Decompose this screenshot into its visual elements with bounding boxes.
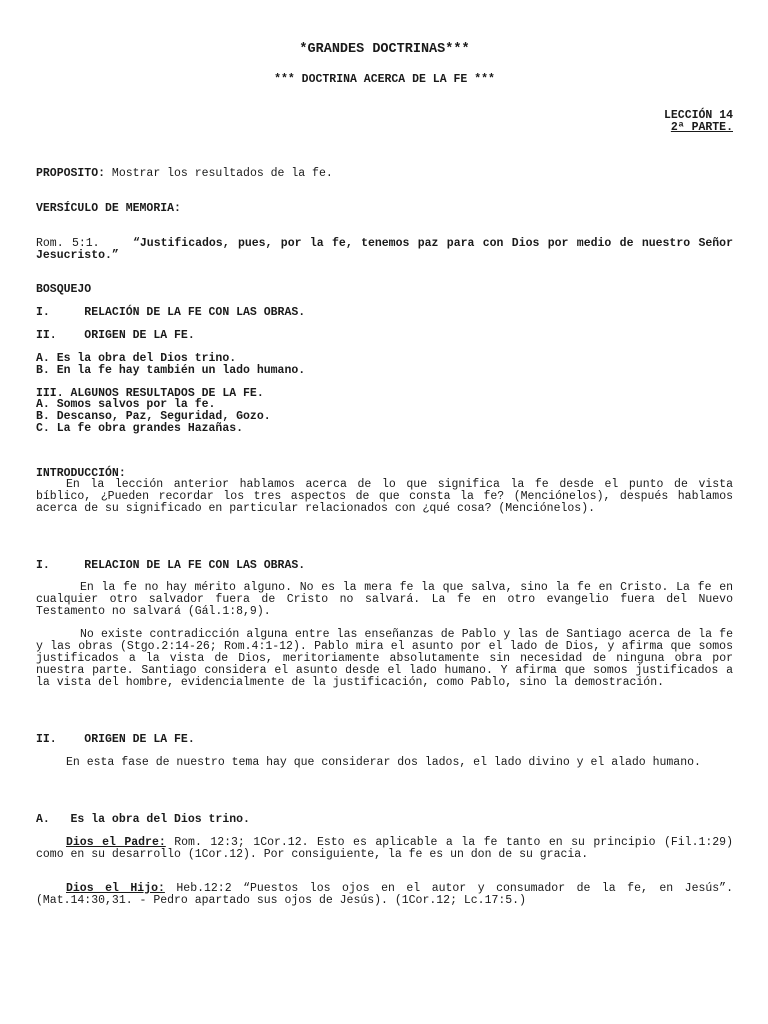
dios-padre-label: Dios el Padre: — [66, 836, 166, 849]
dios-padre-text: Rom. 12:3; 1Cor.12. Esto es aplicable a la fe tanto en su principio (Fil.1:29) como en su desarrollo (1Cor.12). Por consiguiente, la fe es un don de su gracia. — [36, 836, 733, 861]
versiculo-text: “Justificados, pues, por la fe, tenemos paz para con Dios por medio de nuestro Señor Jesucristo.” — [36, 237, 733, 262]
proposito — [36, 168, 733, 180]
bosquejo-item-2a: A. Es la obra del Dios trino. — [36, 352, 237, 365]
section-2-paragraph-1: En esta fase de nuestro tema hay que considerar dos lados, el lado divino y el alado humano. — [66, 756, 701, 769]
bosquejo-item-2b: B. En la fe hay también un lado humano. — [36, 364, 306, 377]
lesson-number: LECCIÓN 14 — [663, 109, 733, 122]
section-1-paragraph-2: No existe contradicción alguna entre las enseñanzas de Pablo y las de Santiago acerca de la fe y las obras (Stgo.2:14-26; Rom.4:1-12). Pablo mira el asunto por el lado de Dios, y afirma que somos justificados a la vista de Dios, meritoriamente absolutamente sin necesidad de ninguna obra por nuestra parte. Santiago considera el asunto desde el lado humano. Y afirma que somos justificados a la vista del hombre, evidencialmente de la justificación, como Pablo, sino la demostración. — [36, 628, 733, 689]
dios-padre-paragraph — [36, 837, 733, 861]
dios-hijo-text: Heb.12:2 “Puestos los ojos en el autor y consumador de la fe, en Jesús”. (Mat.14:30,31. - Pedro apartado sus ojos de Jesús). (1Cor.12; Lc.17:5.) — [36, 882, 733, 907]
dios-hijo-label: Dios el Hijo: — [66, 882, 165, 895]
document-subtitle: *** DOCTRINA ACERCA DE LA FE *** — [274, 73, 495, 86]
section-2-heading: II. ORIGEN DE LA FE. — [36, 733, 195, 746]
section-1-heading: I. RELACION DE LA FE CON LAS OBRAS. — [36, 559, 306, 572]
versiculo-label: VERSÍCULO DE MEMORIA: — [36, 202, 181, 215]
bosquejo-item-2: II. ORIGEN DE LA FE. — [36, 329, 195, 342]
proposito-text: Mostrar los resultados de la fe. — [105, 167, 333, 180]
bosquejo-item-3a: A. Somos salvos por la fe. — [36, 398, 216, 411]
bosquejo-label: BOSQUEJO — [36, 283, 92, 296]
introduccion-label: INTRODUCCIÓN: — [36, 467, 126, 480]
lesson-part: 2ª PARTE. — [670, 121, 733, 134]
section-1-paragraph-1: En la fe no hay mérito alguno. No es la mera fe la que salva, sino la fe en Cristo. La fe en cualquier otro salvador fuera de Cristo no salvará. La fe en otro evangelio fuera del Nuevo Testamento no salvará (Gál.1:8,9). — [36, 581, 733, 618]
dios-hijo-paragraph — [36, 883, 733, 907]
bosquejo-item-3: III. ALGUNOS RESULTADOS DE LA FE. — [36, 387, 264, 400]
proposito-label: PROPOSITO: — [36, 167, 106, 180]
section-a-heading: A. Es la obra del Dios trino. — [36, 813, 250, 826]
versiculo-ref: Rom. 5:1. — [36, 237, 100, 250]
versiculo — [36, 238, 733, 262]
introduccion-text: En la lección anterior hablamos acerca de lo que significa la fe desde el punto de vista bíblico, ¿Pueden recordar los tres aspectos de que consta la fe? (Menciónelos), después hablamos acerca de su significado en particular relacionados con ¿qué cosa? (Menciónelos). — [36, 478, 733, 515]
document-title: *GRANDES DOCTRINAS*** — [299, 42, 470, 57]
bosquejo-item-3c: C. La fe obra grandes Hazañas. — [36, 422, 244, 435]
bosquejo-item-3b: B. Descanso, Paz, Seguridad, Gozo. — [36, 410, 271, 423]
bosquejo-item-1: I. RELACIÓN DE LA FE CON LAS OBRAS. — [36, 306, 306, 319]
